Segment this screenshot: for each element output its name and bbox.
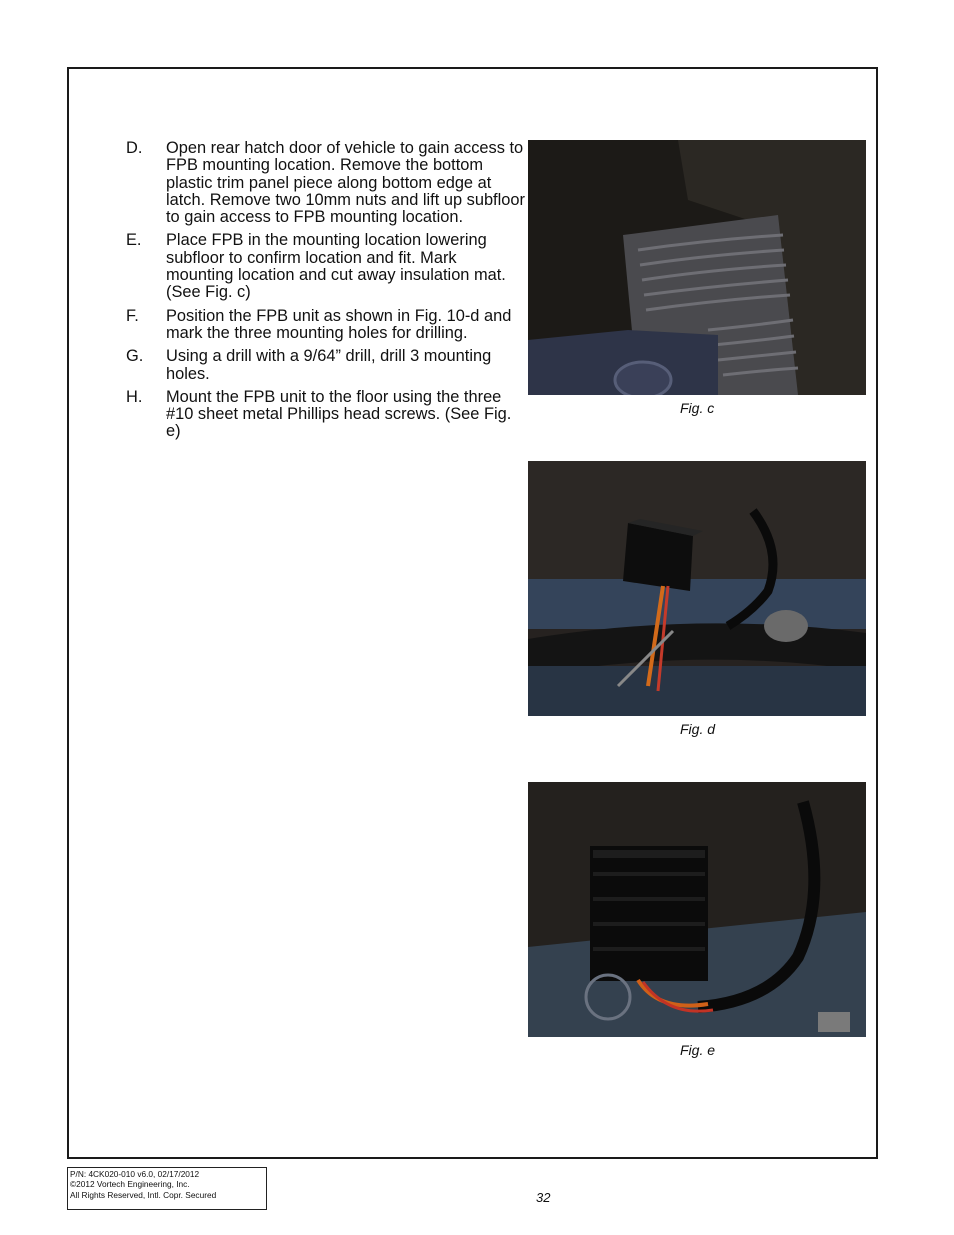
step-text: Using a drill with a 9/64” drill, drill 3 mounting holes. (166, 347, 492, 383)
step-g (126, 348, 526, 383)
step-letter: E. (126, 231, 142, 250)
figure-e-photo (528, 782, 866, 1037)
step-e (126, 232, 526, 301)
step-letter: G. (126, 347, 144, 366)
step-h (126, 389, 526, 441)
part-number: P/N: 4CK020-010 v6.0, 02/17/2012 (70, 1169, 200, 1179)
step-text: Place FPB in the mounting location lowering subfloor to confirm location and fit. Mark mounting location and cut away insulation mat. (See Fig. c) (166, 231, 506, 302)
step-d (126, 140, 526, 226)
step-text: Mount the FPB unit to the floor using the three #10 sheet metal Phillips head screws. (See Fig. e) (166, 387, 512, 441)
page-number: 32 (536, 1190, 551, 1205)
figure-d-photo (528, 461, 866, 716)
copyright-line: ©2012 Vortech Engineering, Inc. (70, 1179, 190, 1190)
figure-c-photo (528, 140, 866, 395)
figure-d-caption: Fig. d (680, 721, 716, 737)
step-text: Position the FPB unit as shown in Fig. 10-d and mark the three mounting holes for drilling. (166, 306, 512, 342)
figure-c-caption: Fig. c (680, 400, 715, 416)
rights-line: All Rights Reserved, Intl. Copr. Secured (70, 1189, 217, 1200)
step-text: Open rear hatch door of vehicle to gain access to FPB mounting location. Remove the bottom plastic trim panel piece along bottom edge at latch. Remove two 10mm nuts and lift up subfloor to gain access to FPB mounting location. (166, 139, 525, 227)
step-letter: H. (126, 387, 143, 406)
copyright-box (67, 1167, 267, 1210)
step-letter: F. (126, 306, 139, 325)
instruction-steps (126, 140, 526, 447)
step-letter: D. (126, 139, 143, 157)
step-f (126, 308, 526, 343)
figure-e-caption: Fig. e (680, 1042, 716, 1058)
